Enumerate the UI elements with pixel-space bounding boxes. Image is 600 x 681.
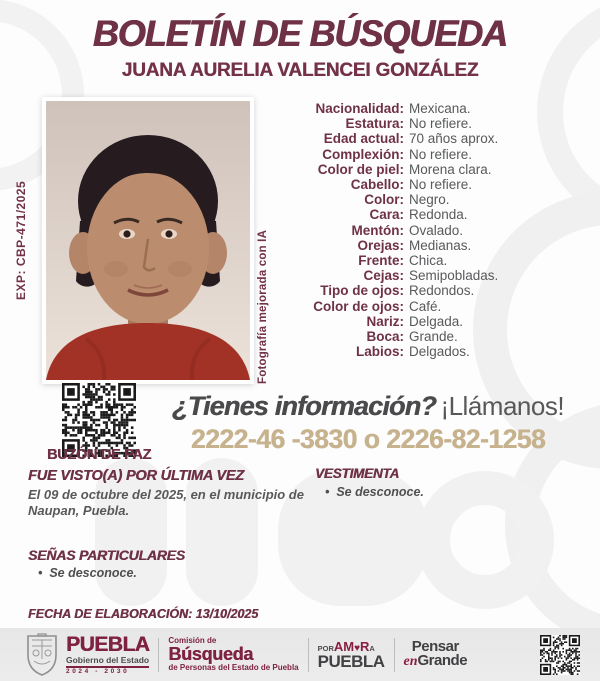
amor-r: R	[360, 638, 370, 654]
detail-value: No refiere.	[409, 177, 473, 193]
detail-value: Delgados.	[409, 344, 470, 360]
detail-label: Mentón:	[351, 222, 404, 238]
clothing-item-text: Se desconoce.	[336, 485, 424, 499]
puebla-government-logo	[66, 634, 149, 676]
por-amor-a-puebla-logo	[318, 639, 385, 670]
detail-label: Nacionalidad:	[315, 101, 404, 116]
marks-item-text: Se desconoce.	[49, 566, 137, 580]
detail-label: Cabello:	[350, 177, 404, 193]
case-number-label: EXP: CBP-471/2025	[14, 180, 28, 301]
marks-item: • Se desconoce.	[38, 566, 137, 580]
detail-value: No refiere.	[409, 146, 473, 162]
detail-label: Color:	[364, 192, 404, 208]
comision-line2: Búsqueda	[168, 644, 253, 665]
detail-value: 70 años aprox.	[409, 131, 499, 147]
footer-divider	[308, 638, 309, 672]
amor-puebla: PUEBLA	[317, 652, 385, 672]
elaboration-date: FECHA DE ELABORACIÓN: 13/10/2025	[28, 607, 259, 621]
detail-label: Frente:	[358, 253, 404, 269]
pensar-line2	[403, 651, 468, 669]
missing-person-name: JUANA AURELIA VALENCEI GONZÁLEZ	[121, 60, 479, 81]
puebla-logo-name: PUEBLA	[66, 632, 150, 656]
detail-label: Color de ojos:	[313, 298, 404, 314]
missing-person-photo	[42, 97, 254, 384]
detail-label: Labios:	[355, 344, 404, 360]
detail-value: Chica.	[409, 253, 448, 269]
last-seen-heading: FUE VISTO(A) POR ÚLTIMA VEZ	[28, 468, 244, 484]
heart-icon: ♥	[354, 642, 361, 654]
qr-code-footer	[540, 635, 580, 675]
detail-row	[296, 238, 596, 253]
detail-value: Redonda.	[409, 207, 468, 223]
puebla-logo-subtitle: Gobierno del Estado	[66, 654, 150, 665]
pensar-en-grande-logo	[404, 640, 468, 668]
detail-value: Grande.	[409, 329, 458, 345]
comision-line3: de Personas del Estado de Puebla	[168, 662, 299, 672]
detail-value: Ovalado.	[409, 222, 464, 238]
call-us-text: ¡Llámanos!	[440, 391, 565, 421]
detail-label: Cara:	[369, 207, 404, 223]
portrait-illustration	[46, 101, 250, 380]
detail-row	[296, 253, 596, 268]
detail-label: Color de piel:	[317, 161, 404, 177]
detail-row	[296, 192, 596, 207]
amor-a: A	[369, 643, 375, 653]
detail-label: Orejas:	[357, 237, 404, 253]
detail-label: Edad actual:	[323, 131, 404, 147]
detail-label: Nariz:	[366, 313, 404, 329]
puebla-logo-years: 2024 - 2030	[66, 668, 130, 675]
detail-value: Semipobladas.	[409, 268, 499, 284]
phone-numbers: 2222-46 -3830 o 2226-82-1258	[190, 424, 546, 454]
contact-block	[142, 391, 594, 455]
question-text: ¿Tienes información?	[171, 391, 436, 421]
detail-row	[296, 131, 596, 146]
contact-question-line	[142, 391, 594, 422]
detail-value: Mexicana.	[409, 101, 471, 116]
detail-row	[296, 116, 596, 131]
clothing-heading: VESTIMENTA	[315, 466, 400, 481]
qr-code-buzon-de-paz	[62, 383, 136, 457]
pensar-line1: Pensar	[411, 638, 459, 656]
coat-of-arms-icon	[24, 633, 60, 677]
detail-row	[296, 329, 596, 344]
detail-value: Medianas.	[409, 237, 472, 253]
detail-row	[296, 207, 596, 222]
physical-details-list	[296, 101, 596, 359]
footer-bar	[0, 628, 600, 681]
detail-label: Estatura:	[345, 116, 404, 132]
detail-row	[296, 314, 596, 329]
detail-label: Complexión:	[322, 146, 404, 162]
detail-row	[296, 268, 596, 283]
marks-heading: SEÑAS PARTICULARES	[28, 547, 185, 563]
detail-row	[296, 177, 596, 192]
detail-row	[296, 283, 596, 298]
detail-value: No refiere.	[409, 116, 473, 132]
amor-por: POR	[317, 643, 334, 653]
comision-busqueda-logo	[168, 637, 298, 673]
footer-divider	[394, 638, 395, 672]
detail-value: Redondos.	[409, 283, 475, 299]
detail-row	[296, 147, 596, 162]
detail-label: Cejas:	[363, 268, 404, 284]
detail-row	[296, 101, 596, 116]
detail-value: Morena clara.	[409, 161, 492, 177]
pensar-grande: Grande	[417, 651, 468, 669]
detail-value: Negro.	[409, 192, 450, 208]
detail-value: Delgada.	[409, 313, 464, 329]
clothing-item: • Se desconoce.	[325, 485, 424, 499]
comision-line1: Comisión de	[168, 635, 217, 645]
footer-divider	[158, 638, 159, 672]
last-seen-text: El 09 de octubre del 2025, en el municipio de Naupan, Puebla.	[28, 487, 304, 519]
detail-row	[296, 299, 596, 314]
detail-row	[296, 223, 596, 238]
amor-am: AM	[333, 638, 355, 654]
detail-label: Tipo de ojos:	[320, 283, 404, 299]
detail-label: Boca:	[366, 329, 404, 345]
detail-row	[296, 162, 596, 177]
pensar-en: en	[403, 653, 418, 669]
buzon-de-paz-label: BUZÓN DE PAZ	[46, 447, 152, 463]
page-title: BOLETÍN DE BÚSQUEDA	[92, 13, 508, 54]
detail-value: Café.	[409, 298, 442, 314]
photo-caption: Fotografía mejorada con IA	[257, 229, 269, 384]
detail-row	[296, 344, 596, 359]
